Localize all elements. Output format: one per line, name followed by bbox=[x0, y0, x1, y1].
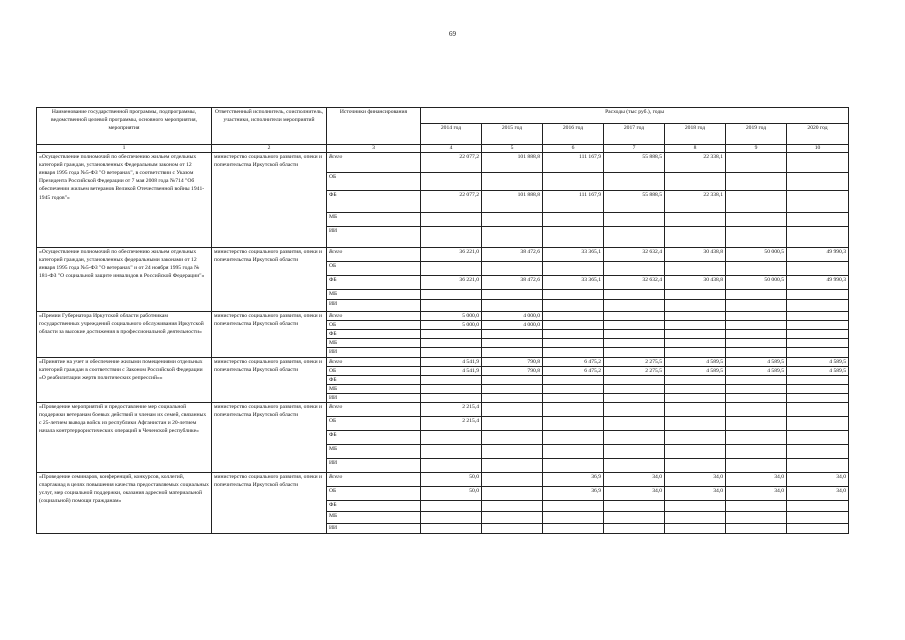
funding-source: ОБ bbox=[327, 321, 421, 330]
funding-source: Всего bbox=[327, 403, 421, 417]
funding-source: ИИ bbox=[327, 348, 421, 357]
expense-value bbox=[604, 213, 665, 227]
expense-value bbox=[421, 512, 482, 524]
expense-value bbox=[787, 384, 849, 393]
measure-name: «Проведение семинаров, конференций, конкурсов, коллегий, спартакиад в целях повышения качества предоставляемых социальных услуг, мер социальной поддержки, оказания адресной материальной (социальной) помощи гражданам» bbox=[37, 473, 212, 534]
measure-name: «Осуществление полномочий по обеспечению жильем отдельных категорий граждан, установленных Федеральным законом от 12 января 1995 года №5-ФЗ "О ветеранах", в соответствии с Указом Президента Российской Федерации от 7 мая 2008 года №714 "Об обеспечении жильем ветеранов Великой Отечественной войны 1941-1945 годов"» bbox=[37, 153, 212, 248]
column-number: 2 bbox=[212, 145, 327, 153]
expense-value bbox=[482, 213, 543, 227]
expense-value: 4 541,9 bbox=[421, 357, 482, 366]
expense-value: 4 541,9 bbox=[421, 366, 482, 375]
expense-value bbox=[665, 384, 726, 393]
expense-value bbox=[726, 227, 787, 248]
expense-value: 790,8 bbox=[482, 357, 543, 366]
expense-value: 22 077,2 bbox=[421, 191, 482, 213]
expense-value: 50,0 bbox=[421, 473, 482, 487]
expense-value: 38 472,6 bbox=[482, 248, 543, 262]
expense-value bbox=[421, 501, 482, 512]
expense-value: 22 077,2 bbox=[421, 153, 482, 173]
expense-value bbox=[482, 290, 543, 300]
expense-value bbox=[604, 393, 665, 402]
expense-value bbox=[726, 262, 787, 276]
expense-value: 33 365,1 bbox=[543, 276, 604, 290]
expense-value bbox=[787, 339, 849, 348]
expenses-table bbox=[36, 107, 849, 534]
funding-source: ОБ bbox=[327, 417, 421, 431]
expense-value bbox=[726, 290, 787, 300]
expense-value: 6 475,2 bbox=[543, 357, 604, 366]
expense-value bbox=[787, 213, 849, 227]
expense-value bbox=[482, 300, 543, 312]
expense-value bbox=[543, 213, 604, 227]
expense-value bbox=[543, 290, 604, 300]
measure-executor: министерство социального развития, опеки и попечительства Иркутской области bbox=[212, 248, 327, 312]
expense-value: 111 167,9 bbox=[543, 191, 604, 213]
expense-value bbox=[665, 173, 726, 191]
expense-value bbox=[665, 445, 726, 459]
funding-source: ИИ bbox=[327, 300, 421, 312]
expense-value bbox=[787, 290, 849, 300]
expense-value bbox=[543, 501, 604, 512]
funding-source: ФБ bbox=[327, 276, 421, 290]
expense-value bbox=[787, 191, 849, 213]
measure-name: «Премии Губернатора Иркутской области работникам государственных учреждений социального обслуживания Иркутской области за высокие достижения в профессиональной деятельности» bbox=[37, 312, 212, 358]
column-number: 5 bbox=[482, 145, 543, 153]
header-year: 2019 год bbox=[726, 124, 787, 145]
expense-value bbox=[665, 393, 726, 402]
expense-value bbox=[543, 431, 604, 445]
expense-value: 4 000,0 bbox=[482, 321, 543, 330]
expense-value bbox=[543, 459, 604, 473]
expense-value: 34,0 bbox=[604, 487, 665, 501]
funding-source: ИИ bbox=[327, 459, 421, 473]
expense-value bbox=[543, 384, 604, 393]
expense-value bbox=[787, 375, 849, 384]
expense-value bbox=[421, 227, 482, 248]
expense-value bbox=[665, 330, 726, 339]
expense-value: 2 275,5 bbox=[604, 357, 665, 366]
expense-value bbox=[726, 384, 787, 393]
expense-value bbox=[482, 348, 543, 357]
expense-value bbox=[482, 501, 543, 512]
expense-value bbox=[604, 290, 665, 300]
expense-value bbox=[604, 227, 665, 248]
expense-value bbox=[726, 501, 787, 512]
expense-value bbox=[604, 375, 665, 384]
expense-value: 4 589,5 bbox=[787, 366, 849, 375]
expense-value bbox=[787, 512, 849, 524]
measure-executor: министерство социального развития, опеки и попечительства Иркутской области bbox=[212, 312, 327, 358]
funding-source: Всего bbox=[327, 248, 421, 262]
expense-value bbox=[421, 393, 482, 402]
header-executor: Ответственный исполнитель, соисполнитель, участники, исполнители мероприятий bbox=[212, 108, 327, 145]
expense-value bbox=[787, 321, 849, 330]
expense-value bbox=[604, 384, 665, 393]
expense-value bbox=[787, 501, 849, 512]
column-number: 8 bbox=[665, 145, 726, 153]
funding-source: ФБ bbox=[327, 501, 421, 512]
funding-source: ФБ bbox=[327, 375, 421, 384]
expense-value: 4 589,5 bbox=[665, 366, 726, 375]
expense-value bbox=[543, 375, 604, 384]
expense-value: 4 589,5 bbox=[726, 366, 787, 375]
expense-value bbox=[726, 213, 787, 227]
header-year: 2014 год bbox=[421, 124, 482, 145]
header-year: 2018 год bbox=[665, 124, 726, 145]
expense-value bbox=[421, 290, 482, 300]
expense-value bbox=[543, 312, 604, 321]
expense-value bbox=[787, 445, 849, 459]
expense-value bbox=[665, 459, 726, 473]
expense-value bbox=[604, 512, 665, 524]
expense-value bbox=[787, 403, 849, 417]
table-row bbox=[37, 473, 849, 487]
expense-value bbox=[787, 431, 849, 445]
expense-value bbox=[726, 445, 787, 459]
expense-value: 55 888,5 bbox=[604, 191, 665, 213]
funding-source: МБ bbox=[327, 213, 421, 227]
expense-value bbox=[787, 417, 849, 431]
measure-name: «Осуществление полномочий по обеспечению жильем отдельных категорий граждан, установленных федеральными законами от 12 января 1995 года №5-ФЗ "О ветеранах" и от 24 ноября 1995 года № 181-ФЗ "О социальной защите инвалидов в Российской Федерации"» bbox=[37, 248, 212, 312]
expense-value bbox=[421, 262, 482, 276]
funding-source: МБ bbox=[327, 512, 421, 524]
expense-value bbox=[665, 312, 726, 321]
expense-value: 111 167,9 bbox=[543, 153, 604, 173]
funding-source: ИИ bbox=[327, 227, 421, 248]
expense-value bbox=[604, 524, 665, 534]
expense-value bbox=[726, 330, 787, 339]
expense-value bbox=[421, 445, 482, 459]
expense-value bbox=[665, 501, 726, 512]
expense-value bbox=[604, 459, 665, 473]
expense-value bbox=[787, 524, 849, 534]
funding-source: Всего bbox=[327, 312, 421, 321]
expense-value bbox=[604, 501, 665, 512]
expense-value bbox=[726, 300, 787, 312]
expense-value bbox=[421, 524, 482, 534]
expense-value bbox=[726, 431, 787, 445]
expense-value bbox=[482, 375, 543, 384]
expense-value: 101 888,8 bbox=[482, 191, 543, 213]
expense-value: 101 888,8 bbox=[482, 153, 543, 173]
expense-value: 34,0 bbox=[787, 487, 849, 501]
measure-executor: министерство социального развития, опеки и попечительства Иркутской области bbox=[212, 473, 327, 534]
funding-source: МБ bbox=[327, 290, 421, 300]
expense-value: 49 990,3 bbox=[787, 248, 849, 262]
expense-value bbox=[482, 459, 543, 473]
funding-source: ФБ bbox=[327, 191, 421, 213]
expense-value bbox=[726, 173, 787, 191]
expense-value bbox=[787, 300, 849, 312]
expense-value bbox=[787, 262, 849, 276]
expense-value: 30 438,8 bbox=[665, 276, 726, 290]
expense-value bbox=[726, 191, 787, 213]
funding-source: МБ bbox=[327, 445, 421, 459]
expense-value bbox=[604, 417, 665, 431]
expense-value: 22 338,1 bbox=[665, 153, 726, 173]
expense-value: 4 589,5 bbox=[787, 357, 849, 366]
expense-value bbox=[787, 153, 849, 173]
expense-value bbox=[543, 262, 604, 276]
expense-value bbox=[787, 459, 849, 473]
expense-value bbox=[604, 312, 665, 321]
funding-source: Всего bbox=[327, 153, 421, 173]
expense-value bbox=[543, 393, 604, 402]
expense-value bbox=[543, 417, 604, 431]
expense-value bbox=[665, 524, 726, 534]
expense-value: 34,0 bbox=[665, 473, 726, 487]
funding-source: МБ bbox=[327, 339, 421, 348]
expense-value: 50,0 bbox=[421, 487, 482, 501]
expense-value bbox=[726, 339, 787, 348]
expense-value bbox=[482, 487, 543, 501]
expense-value bbox=[604, 431, 665, 445]
measure-executor: министерство социального развития, опеки и попечительства Иркутской области bbox=[212, 357, 327, 403]
expense-value bbox=[726, 459, 787, 473]
header-name: Наименование государственной программы, подпрограммы, ведомственной целевой программы, основного мероприятия, мероприятия bbox=[37, 108, 212, 145]
expense-value bbox=[604, 339, 665, 348]
expense-value bbox=[482, 445, 543, 459]
expense-value bbox=[543, 321, 604, 330]
expense-value bbox=[482, 339, 543, 348]
funding-source: МБ bbox=[327, 384, 421, 393]
expense-value bbox=[665, 227, 726, 248]
expense-value bbox=[421, 375, 482, 384]
expense-value bbox=[604, 173, 665, 191]
expense-value bbox=[421, 300, 482, 312]
header-year: 2016 год bbox=[543, 124, 604, 145]
expense-value: 33 365,1 bbox=[543, 248, 604, 262]
expense-value bbox=[421, 431, 482, 445]
expense-value bbox=[421, 348, 482, 357]
expense-value bbox=[726, 375, 787, 384]
expense-value bbox=[726, 153, 787, 173]
expense-value: 4 589,5 bbox=[726, 357, 787, 366]
expense-value bbox=[482, 262, 543, 276]
table-row bbox=[37, 403, 849, 417]
column-number: 7 bbox=[604, 145, 665, 153]
expense-value: 32 632,4 bbox=[604, 248, 665, 262]
funding-source: Всего bbox=[327, 473, 421, 487]
expense-value bbox=[482, 417, 543, 431]
table-row bbox=[37, 248, 849, 262]
header-source: Источники финансирования bbox=[327, 108, 421, 145]
expense-value bbox=[665, 512, 726, 524]
expense-value: 2 215,4 bbox=[421, 403, 482, 417]
expense-value bbox=[665, 300, 726, 312]
expense-value: 49 990,3 bbox=[787, 276, 849, 290]
expense-value bbox=[543, 339, 604, 348]
expense-value: 34,0 bbox=[726, 473, 787, 487]
expense-value bbox=[665, 375, 726, 384]
expense-value: 55 888,5 bbox=[604, 153, 665, 173]
funding-source: ОБ bbox=[327, 173, 421, 191]
expense-value: 34,0 bbox=[787, 473, 849, 487]
expense-value bbox=[543, 524, 604, 534]
table-row bbox=[37, 312, 849, 321]
column-number: 1 bbox=[37, 145, 212, 153]
funding-source: ОБ bbox=[327, 487, 421, 501]
expense-value bbox=[604, 348, 665, 357]
expense-value: 5 000,0 bbox=[421, 312, 482, 321]
header-expenses: Расходы (тыс руб.), годы bbox=[421, 108, 849, 124]
expense-value: 34,0 bbox=[665, 487, 726, 501]
column-number: 6 bbox=[543, 145, 604, 153]
expense-value: 34,0 bbox=[726, 487, 787, 501]
expense-value bbox=[421, 384, 482, 393]
expense-value bbox=[604, 262, 665, 276]
table-row bbox=[37, 153, 849, 173]
expense-value bbox=[604, 403, 665, 417]
expense-value bbox=[726, 321, 787, 330]
header-year: 2015 год bbox=[482, 124, 543, 145]
expense-value bbox=[665, 262, 726, 276]
expense-value: 32 632,4 bbox=[604, 276, 665, 290]
expense-value: 50 000,5 bbox=[726, 276, 787, 290]
expense-value: 36 221,0 bbox=[421, 248, 482, 262]
expense-value bbox=[543, 445, 604, 459]
expense-value bbox=[665, 403, 726, 417]
expense-value: 6 475,2 bbox=[543, 366, 604, 375]
expense-value bbox=[482, 473, 543, 487]
expense-value bbox=[604, 300, 665, 312]
expense-value bbox=[665, 321, 726, 330]
expense-value bbox=[726, 312, 787, 321]
table-row bbox=[37, 357, 849, 366]
measure-name: «Принятие на учет и обеспечение жилыми помещениями отдельных категорий граждан в соответствии с Законом Российской Федерации «О реабилитации жертв политических репрессий»» bbox=[37, 357, 212, 403]
header-year: 2017 год bbox=[604, 124, 665, 145]
expense-value bbox=[665, 290, 726, 300]
measure-executor: министерство социального развития, опеки и попечительства Иркутской области bbox=[212, 403, 327, 473]
column-number: 10 bbox=[787, 145, 849, 153]
funding-source: ФБ bbox=[327, 330, 421, 339]
expense-value bbox=[543, 300, 604, 312]
expense-value bbox=[482, 173, 543, 191]
expense-value bbox=[665, 213, 726, 227]
expense-value: 22 338,1 bbox=[665, 191, 726, 213]
expense-value bbox=[421, 459, 482, 473]
expense-value: 790,8 bbox=[482, 366, 543, 375]
expense-value bbox=[726, 393, 787, 402]
expense-value bbox=[665, 417, 726, 431]
expense-value bbox=[543, 348, 604, 357]
expense-value bbox=[726, 417, 787, 431]
expense-value bbox=[665, 431, 726, 445]
measure-name: «Проведение мероприятий и предоставление мер социальной поддержки ветеранам боевых действий и членам их семей, связанных с 25-летием вывода войск из республики Афганистан и 20-летием начала контртеррористических операций в Чеченской республике» bbox=[37, 403, 212, 473]
expense-value bbox=[482, 384, 543, 393]
column-number: 4 bbox=[421, 145, 482, 153]
expense-value bbox=[726, 348, 787, 357]
expense-value bbox=[421, 330, 482, 339]
expense-value bbox=[665, 339, 726, 348]
funding-source: ОБ bbox=[327, 366, 421, 375]
expense-value: 4 000,0 bbox=[482, 312, 543, 321]
expense-value bbox=[482, 393, 543, 402]
expense-value bbox=[787, 330, 849, 339]
expense-value bbox=[604, 321, 665, 330]
expense-value bbox=[787, 312, 849, 321]
expense-value: 50 000,5 bbox=[726, 248, 787, 262]
funding-source: ИИ bbox=[327, 393, 421, 402]
header-year: 2020 год bbox=[787, 124, 849, 145]
column-number: 9 bbox=[726, 145, 787, 153]
expense-value bbox=[482, 227, 543, 248]
column-number: 3 bbox=[327, 145, 421, 153]
page-number: 69 bbox=[449, 30, 456, 38]
expense-value: 2 275,5 bbox=[604, 366, 665, 375]
expense-value: 34,0 bbox=[604, 473, 665, 487]
expense-value bbox=[482, 512, 543, 524]
expense-value bbox=[543, 173, 604, 191]
expense-value bbox=[604, 330, 665, 339]
expense-value: 2 215,4 bbox=[421, 417, 482, 431]
expense-value bbox=[787, 348, 849, 357]
funding-source: ИИ bbox=[327, 524, 421, 534]
expense-value bbox=[543, 403, 604, 417]
expense-value bbox=[482, 330, 543, 339]
expense-value bbox=[543, 227, 604, 248]
expense-value bbox=[482, 524, 543, 534]
expense-value bbox=[421, 173, 482, 191]
column-number-row bbox=[37, 145, 849, 153]
expense-value bbox=[665, 348, 726, 357]
expense-value bbox=[421, 339, 482, 348]
expense-value bbox=[482, 403, 543, 417]
expense-value bbox=[787, 393, 849, 402]
expense-value bbox=[787, 173, 849, 191]
expense-value: 36,9 bbox=[543, 487, 604, 501]
expense-value bbox=[421, 213, 482, 227]
expense-value bbox=[543, 512, 604, 524]
funding-source: Всего bbox=[327, 357, 421, 366]
measure-executor: министерство социального развития, опеки и попечительства Иркутской области bbox=[212, 153, 327, 248]
expense-value: 5 000,0 bbox=[421, 321, 482, 330]
expense-value bbox=[543, 330, 604, 339]
expense-value: 36 221,0 bbox=[421, 276, 482, 290]
expense-value: 4 589,5 bbox=[665, 357, 726, 366]
funding-source: ФБ bbox=[327, 431, 421, 445]
expense-value: 38 472,6 bbox=[482, 276, 543, 290]
expense-value: 30 438,8 bbox=[665, 248, 726, 262]
expense-value bbox=[482, 431, 543, 445]
expense-value bbox=[787, 227, 849, 248]
funding-source: ОБ bbox=[327, 262, 421, 276]
table-body bbox=[37, 153, 849, 534]
expense-value bbox=[726, 403, 787, 417]
expense-value bbox=[726, 512, 787, 524]
expense-value bbox=[604, 445, 665, 459]
expense-value bbox=[726, 524, 787, 534]
expense-value: 36,9 bbox=[543, 473, 604, 487]
